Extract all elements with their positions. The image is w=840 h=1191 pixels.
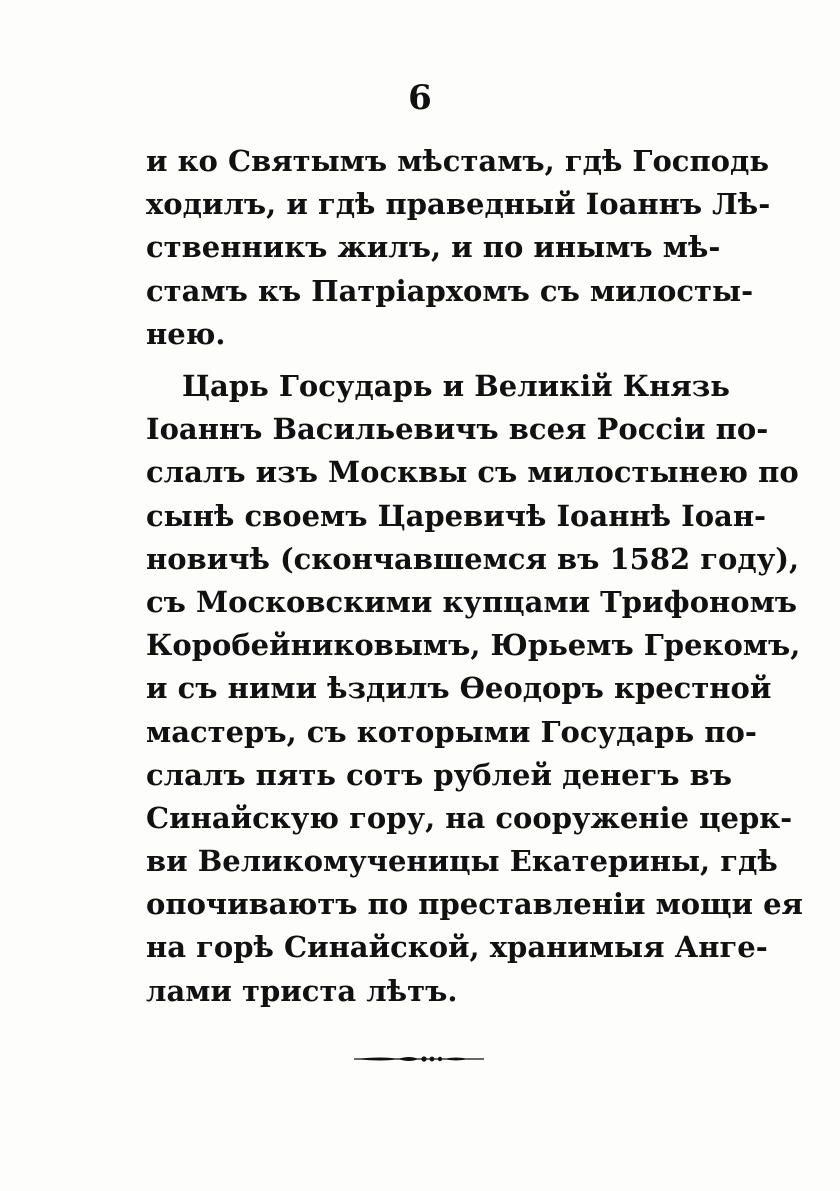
paragraph-1 — [146, 140, 771, 356]
text-line: мастеръ, съ которыми Государь по- — [146, 714, 757, 749]
text-line: лами триста лѣтъ. — [146, 973, 458, 1008]
text-line: ходилъ, и гдѣ праведный Іоаннъ Лѣ- — [146, 187, 771, 222]
text-line: сынѣ своемъ Царевичѣ Іоаннѣ Іоан- — [146, 498, 767, 533]
text-line: на горѣ Синайской, хранимыя Анге- — [146, 930, 768, 965]
text-line: нею. — [146, 316, 226, 351]
text-line: новичѣ (скончавшемся въ 1582 году), — [146, 541, 800, 576]
text-line: слалъ пять сотъ рублей денегъ въ — [146, 757, 733, 792]
text-line: ственникъ жилъ, и по инымъ мѣ- — [146, 230, 721, 265]
text-line: Іоаннъ Васильевичъ всея Россіи по- — [146, 412, 769, 447]
text-line: и съ ними ѣздилъ Ѳеодоръ крестной — [146, 671, 772, 706]
text-line: Синайскую гору, на сооруженіе церк- — [146, 800, 793, 835]
text-line: съ Московскими купцами Трифономъ — [146, 584, 798, 619]
paragraph-2 — [146, 365, 803, 1013]
page-number: 6 — [408, 78, 432, 118]
text-line: слалъ изъ Москвы съ милостынею по — [146, 455, 799, 490]
text-line: ви Великомученицы Екатерины, гдѣ — [146, 844, 778, 879]
text-line: Царь Государь и Великій Князь — [182, 369, 730, 403]
text-line: и ко Святымъ мѣстамъ, гдѣ Господь — [146, 144, 770, 178]
text-line: опочиваютъ по преставленіи мощи ея — [146, 887, 803, 922]
text-line: стамъ къ Патріархомъ съ милосты- — [146, 273, 754, 308]
ornament-divider-icon — [352, 1050, 486, 1068]
text-line: Коробейниковымъ, Юрьемъ Грекомъ, — [146, 628, 801, 663]
